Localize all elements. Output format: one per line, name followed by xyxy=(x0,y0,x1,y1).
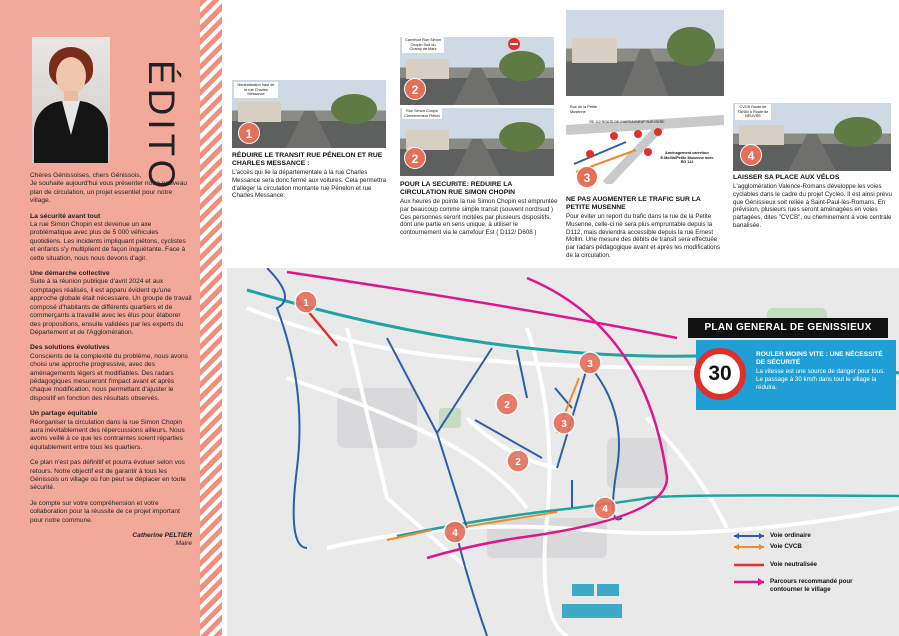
signature: Catherine PELTIER xyxy=(132,532,192,540)
edito-s1-text: La rue Simon Chopin est devenue un axe problématique avec plus de 5 000 véhicules quotidiens. Les incidents impliquant piétons, cyclistes et enfants s'y multiplient de façon inquiétante. Face à cette situation, nous nous devons d'agir. xyxy=(30,221,186,262)
photo2a-number: 2 xyxy=(404,78,426,100)
schema-label-carrefour: Aménagement carrefour E.Mollin/Petite Musenne avec RD 112 xyxy=(656,150,718,166)
speed-title: ROULER MOINS VITE : UNE NÉCESSITÉ DE SÉCURITÉ xyxy=(756,351,883,366)
block4-title: LAISSER SA PLACE AUX VÉLOS xyxy=(733,174,840,181)
photo3-number: 3 xyxy=(576,166,598,188)
edito-closing-1: Ce plan n'est pas définitif et pourra évoluer selon vos retours. Notre objectif est de garantir à tous les Génissois un village où l'on peut se déplacer en toute sécurité. xyxy=(30,459,186,492)
map-marker-2b: 2 xyxy=(515,457,521,468)
edito-text xyxy=(30,172,192,556)
edito-s2-title: Une démarche collective xyxy=(30,270,110,278)
edito-s2-text: Suite à la réunion publique d'avril 2024 et aux comptages réalisés, il est apparu évident qu'une approche globale était nécessaire. Un groupe de travail composé d'habitants de différents quartiers et de commerçants a travaillé avec les élus pour élaborer des propositions, ensuite validées par les experts du Département et de l'Agglomération. xyxy=(30,278,192,336)
map-marker-2a: 2 xyxy=(504,400,510,411)
legend-cvcb-label: Voie CVCB xyxy=(770,543,802,550)
photo1-caption: Neutralisation haut de la rue Charles Messance xyxy=(234,82,278,98)
edito-closing-2: Je compte sur votre compréhension et votre collaboration pour la réussite de ce projet important pour notre commune. xyxy=(30,499,180,524)
photo-petite-musenne xyxy=(566,10,724,96)
edito-greeting: Chères Génissoises, chers Génissois, xyxy=(30,172,142,179)
photo2b-number: 2 xyxy=(404,147,426,169)
mayor-portrait xyxy=(32,37,110,163)
photo4-number: 4 xyxy=(740,144,762,166)
edito-s4-text: Réorganiser la circulation dans la rue Simon Chopin aura inévitablement des répercussions ailleurs. Nous avons veillé à ce que les contraintes soient réparties équitablement entre tous les quartiers. xyxy=(30,418,185,451)
block2-title: POUR LA SECURITE: REDUIRE LA CIRCULATION RUE SIMON CHOPIN xyxy=(400,181,516,196)
legend-detour-label: Parcours recommandé pour contourner le village xyxy=(770,578,853,593)
edito-s1-title: La sécurité avant tout xyxy=(30,212,101,220)
legend-ordinary-label: Voie ordinaire xyxy=(770,532,811,539)
signature-role: Maire xyxy=(175,540,192,548)
edito-s4-title: Un partage équitable xyxy=(30,410,98,418)
block3-text: Pour éviter un report du trafic dans la rue de la Petite Musenne, celle-ci ne sera plus empruntable depuis la D112, mais deviendra accessible depuis la rue Ernest Mollin. Une mesure des débits de transit sera effectuée par radars pédagogique avant et après les modifications de la circulation. xyxy=(566,213,721,259)
hatched-divider xyxy=(200,0,222,636)
map-marker-3b: 3 xyxy=(561,419,567,430)
block1-text: L'accès qui lie la départementale à la rue Charles Messance sera donc fermé aux voitures. Cela permettra d'alléger la circulation montante rue Pénelon et rue Charles Messance. xyxy=(232,169,387,200)
edito-s3-text: Conscients de la complexité du problème, nous avons choisi une approche progressive, avec des aménagements légers et modifiables. Des radars pédagogiques mesureront l'impact avant et après chaque modification, nous permettant d'ajuster le dispositif en fonction des résultats observés. xyxy=(30,352,188,402)
photo2b-caption: Rue Simon Chopin Cheminement Piéton xyxy=(402,108,442,119)
map-marker-4b: 4 xyxy=(452,528,458,539)
map-marker-3a: 3 xyxy=(587,359,593,370)
photo4-caption: CVCB Route de TANIN à Route de NEUVRE xyxy=(735,104,771,120)
plan-title: PLAN GENERAL DE GENISSIEUX xyxy=(688,318,888,338)
edito-intro: Je souhaite aujourd'hui vous présenter notre nouveau plan de circulation, un projet essentiel pour notre village. xyxy=(30,180,188,205)
no-entry-sign-icon xyxy=(508,38,520,50)
photo1-number: 1 xyxy=(238,122,260,144)
photo2a-caption: Carrefour Rue Simon Chopin Sud du Champ de Mars xyxy=(402,37,444,53)
edito-s3-title: Des solutions évolutives xyxy=(30,344,110,352)
block1-title: RÉDUIRE LE TRANSIT RUE PÉNELON ET RUE CHARLES MESSANCE : xyxy=(232,152,383,167)
schema-road-label: RD 112 ROUTE DE CHATEAUNEUF SUR ISERE xyxy=(589,120,665,124)
block2-text: Aux heures de pointe la rue Simon Chopin est empruntée par beaucoup comme simple transit (souvent nord/sud ) Ces personnes seront incitées par plusieurs dispositifs, dont une partie en sens unique, à utiliser le contournement via le carrefour Est ( D112/ D608 ) xyxy=(400,198,558,237)
speed-text: La vitesse est une source de danger pour tous. Le passage à 30 km/h dans tout le village la réduira. xyxy=(756,368,885,391)
map-marker-1: 1 xyxy=(303,298,309,309)
block4-text: L'agglomération Valence-Romans développe les voies cyclables dans le cadre du projet Cycléo. Il est ainsi prévu que Génissieux soit reliée à Saint-Paul-lès-Romans. En prévision, plusieurs rues seront aménagées en voies partagées, dites "CVCB", ou cheminement à voie centrale banalisée. xyxy=(733,183,892,229)
legend-neutralised-label: Voie neutralisée xyxy=(770,561,817,568)
speed-limit-30-icon: 30 xyxy=(694,348,746,400)
block3-title: NE PAS AUGMENTER LE TRAFIC SUR LA PETITE MUSENNE xyxy=(566,196,701,211)
schema-label-musenne: Rue de la Petite Musenne xyxy=(568,104,604,115)
edito-title: ÉDITO xyxy=(141,60,182,193)
map-marker-4a: 4 xyxy=(602,504,608,515)
